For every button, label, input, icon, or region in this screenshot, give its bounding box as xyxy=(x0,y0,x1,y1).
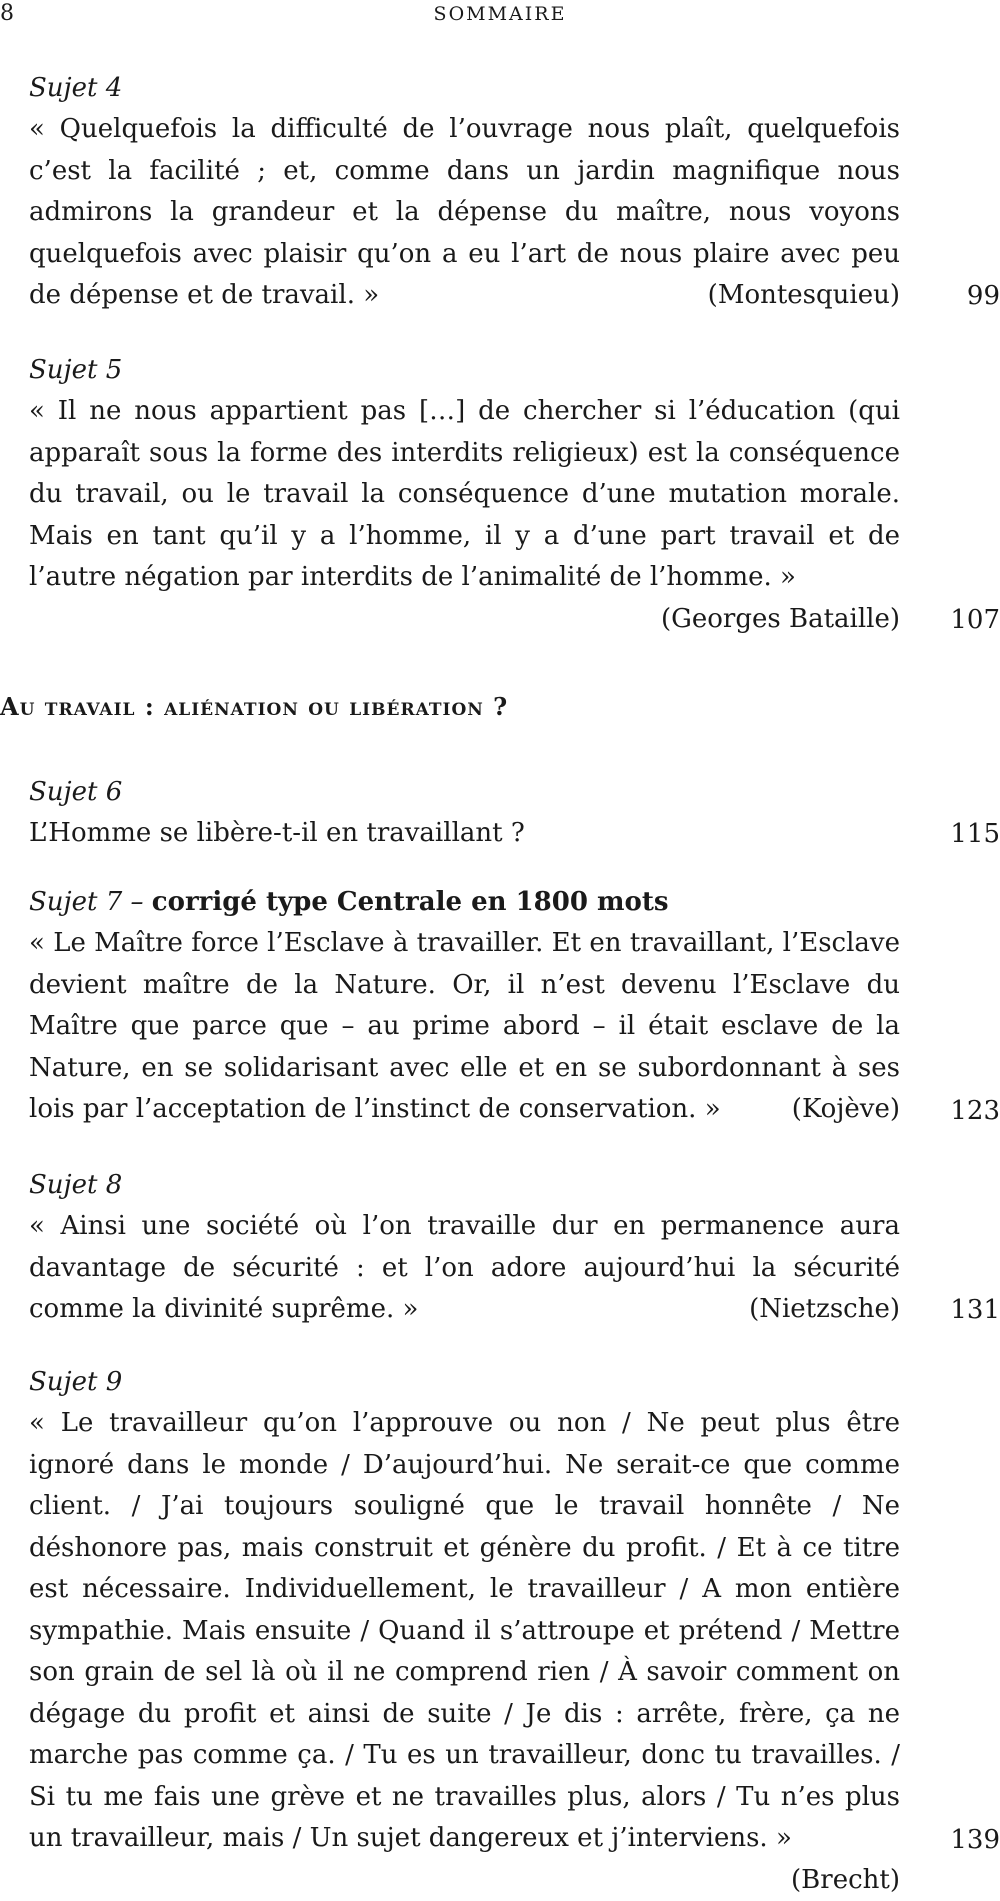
running-head: SOMMAIRE xyxy=(0,2,1000,26)
page-header xyxy=(0,0,1000,28)
entry-page-number: 139 xyxy=(950,1820,1000,1862)
entry-label-suffix: corrigé type Centrale en 1800 mots xyxy=(152,887,669,917)
entry-label: Sujet 9 xyxy=(29,1362,900,1403)
quote-text: « Le travailleur qu’on l’approuve ou non / Ne peut plus être ignoré dans le monde / D’aujourd’hui. Ne serait-ce que comme client. / J’ai toujours souligné que le travail honnête / Ne déshonore pas, mais construit et génère du profit. / Et à ce titre est nécessaire. Individuellement, le travailleur / A mon entière sympathie. Mais ensuite / Quand il s’attroupe et prétend / Mettre son grain de sel là où il ne comprend rien / À savoir comment on dégage du profit et ainsi de suite / Je dis : arrête, frère, ça ne marche pas comme ça. / Tu es un travailleur, donc tu travailles. / Si tu me fais une grève et ne travailles plus, alors / Tu n’es plus un travailleur, mais / Un sujet dangereux et j’interviens. » xyxy=(29,1408,900,1853)
section-heading: Au travail : aliénation ou libération ? xyxy=(0,688,508,726)
entry-page-number: 99 xyxy=(967,276,1000,318)
entry-page-number: 131 xyxy=(950,1290,1000,1332)
toc-entry-sujet-8 xyxy=(29,1165,900,1331)
quote-author: (Georges Bataille) xyxy=(661,599,900,641)
quote-text: « Ainsi une société où l’on travaille dur en permanence aura davantage de sécurité : et l’on adore aujourd’hui la sécurité comme la divinité suprême. » xyxy=(29,1211,900,1324)
entry-label: Sujet 8 xyxy=(29,1165,900,1206)
quote-author: (Nietzsche) xyxy=(749,1289,900,1331)
toc-entry-sujet-9 xyxy=(29,1362,900,1901)
quote-author: (Kojève) xyxy=(792,1089,900,1131)
entry-label: Sujet 4 xyxy=(29,68,900,109)
toc-entry-sujet-5 xyxy=(29,350,900,640)
entry-question xyxy=(29,813,900,855)
entry-page-number: 123 xyxy=(950,1091,1000,1133)
toc-entry-sujet-4 xyxy=(29,68,900,317)
entry-page-number: 107 xyxy=(950,600,1000,642)
quote-text: « Il ne nous appartient pas […] de chercher si l’éducation (qui apparaît sous la forme des interdits religieux) est la conséquence du travail, ou le travail la conséquence d’une mutation morale. Mais en tant qu’il y a l’homme, il y a d’une part travail et de l’autre négation par interdits de l’animalité de l’homme. » xyxy=(29,396,900,592)
entry-page-number: 115 xyxy=(950,814,1000,856)
quote-author: (Brecht) xyxy=(791,1860,900,1901)
entry-quote xyxy=(29,1403,900,1901)
page-number: 8 xyxy=(0,0,14,28)
entry-label: Sujet 7 – corrigé type Centrale en 1800 mots xyxy=(29,882,900,923)
toc-entry-sujet-7 xyxy=(29,882,900,1131)
entry-label-text: Sujet 7 xyxy=(29,887,122,917)
entry-label: Sujet 5 xyxy=(29,350,900,391)
quote-text: « Le Maître force l’Esclave à travailler. Et en travaillant, l’Esclave devient maître de la Nature. Or, il n’est devenu l’Esclave du Maître que parce que – au prime abord – il était esclave de la Nature, en se solidarisant avec elle et en se subordonnant à ses lois par l’acceptation de l’instinct de conservation. » xyxy=(29,928,900,1124)
entry-label: Sujet 6 xyxy=(29,772,900,813)
entry-quote xyxy=(29,1206,900,1331)
quote-author: (Montesquieu) xyxy=(708,275,900,317)
entry-quote xyxy=(29,109,900,317)
quote-text: « Quelquefois la difficulté de l’ouvrage nous plaît, quelquefois c’est la facilité ; et, comme dans un jardin magnifique nous admirons la grandeur et la dépense du maître, nous voyons quelquefois avec plaisir qu’on a eu l’art de nous plaire avec peu de dépense et de travail. » xyxy=(29,114,900,310)
toc-entry-sujet-6 xyxy=(29,772,900,855)
entry-quote xyxy=(29,391,900,640)
entry-quote xyxy=(29,923,900,1131)
question-text: L’Homme se libère-t-il en travaillant ? xyxy=(29,818,525,848)
